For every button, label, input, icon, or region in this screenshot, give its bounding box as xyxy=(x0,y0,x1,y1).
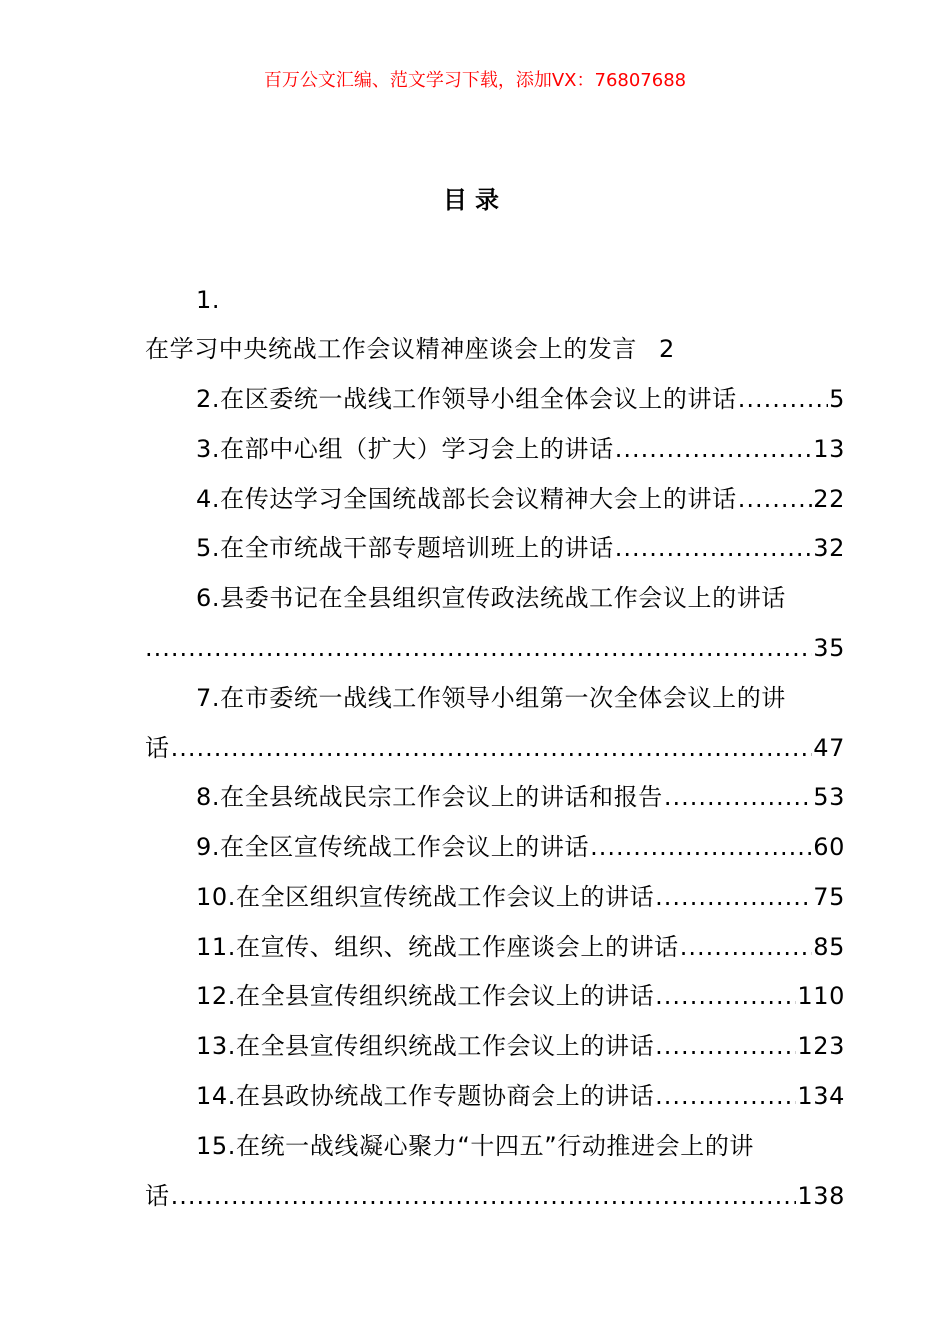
dot-leader xyxy=(664,777,812,817)
toc-item-title: 13.在全县宣传组织统战工作会议上的讲话 xyxy=(196,1032,655,1060)
toc-item-page: 22 xyxy=(813,485,845,513)
toc-item-title: 5.在全市统战干部专题培训班上的讲话 xyxy=(196,534,614,562)
toc-item-page: 123 xyxy=(797,1032,845,1060)
dot-leader xyxy=(615,429,813,469)
dot-leader xyxy=(655,1026,796,1066)
dot-leader xyxy=(738,379,828,419)
watermark-header: 百万公文汇编、范文学习下载，添加VX：76807688 xyxy=(263,70,687,91)
toc-item-6[interactable]: 6.县委书记在全县组织宣传政法统战工作会议上的讲话 xyxy=(196,584,786,612)
toc-item-page: 138 xyxy=(797,1182,845,1210)
toc-item-page: 53 xyxy=(813,783,845,811)
dot-leader xyxy=(655,976,796,1016)
toc-item-15-leader-line[interactable] xyxy=(145,1176,845,1216)
toc-item-title: 4.在传达学习全国统战部长会议精神大会上的讲话 xyxy=(196,485,737,513)
toc-item-page: 85 xyxy=(813,933,845,961)
toc-item-12[interactable] xyxy=(145,976,845,1016)
dot-leader xyxy=(655,877,812,917)
dot-leader xyxy=(171,1176,797,1216)
toc-item-page: 5 xyxy=(829,385,845,413)
dot-leader xyxy=(655,1076,796,1116)
toc-item-page: 60 xyxy=(813,833,845,861)
toc-item-4[interactable] xyxy=(145,479,845,519)
toc-item-8[interactable] xyxy=(145,777,845,817)
toc-item-14[interactable] xyxy=(145,1076,845,1116)
toc-item-10[interactable] xyxy=(145,877,845,917)
toc-item-7-leader-line[interactable] xyxy=(145,728,845,768)
toc-item-page: 32 xyxy=(813,534,845,562)
toc-item-11[interactable] xyxy=(145,927,845,967)
toc-item-6-leader-line[interactable] xyxy=(145,628,845,668)
toc-item-title: 8.在全县统战民宗工作会议上的讲话和报告 xyxy=(196,783,663,811)
toc-item-title: 9.在全区宣传统战工作会议上的讲话 xyxy=(196,833,590,861)
toc-item-title: 10.在全区组织宣传统战工作会议上的讲话 xyxy=(196,883,655,911)
toc-item-page: 47 xyxy=(813,734,845,762)
toc-item-title: 11.在宣传、组织、统战工作座谈会上的讲话 xyxy=(196,933,679,961)
toc-item-title: 14.在县政协统战工作专题协商会上的讲话 xyxy=(196,1082,655,1110)
dot-leader xyxy=(680,927,812,967)
dot-leader xyxy=(590,827,812,867)
toc-item-page: 35 xyxy=(813,634,845,662)
toc-item-title: 在学习中央统战工作会议精神座谈会上的发言 xyxy=(145,335,637,363)
dot-leader xyxy=(615,528,813,568)
dot-leader xyxy=(171,728,813,768)
toc-item-5[interactable] xyxy=(145,528,845,568)
toc-item-page: 75 xyxy=(813,883,845,911)
toc-item-2[interactable] xyxy=(145,379,845,419)
toc-item-3[interactable] xyxy=(145,429,845,469)
toc-item-page: 110 xyxy=(797,982,845,1010)
toc-item-page: 2 xyxy=(659,335,675,363)
toc-item-1-number: 1. xyxy=(196,286,221,314)
toc-item-1[interactable] xyxy=(145,329,845,369)
toc-item-15[interactable]: 15.在统一战线凝心聚力“十四五”行动推进会上的讲 xyxy=(196,1132,755,1160)
toc-item-page: 13 xyxy=(813,435,845,463)
toc-item-title-cont: 话 xyxy=(145,734,170,762)
toc-item-title-cont: 话 xyxy=(145,1182,170,1210)
page-title: 目录 xyxy=(443,186,507,214)
toc-item-page: 134 xyxy=(797,1082,845,1110)
dot-leader xyxy=(738,479,813,519)
dot-leader xyxy=(145,628,812,668)
toc-item-7[interactable]: 7.在市委统一战线工作领导小组第一次全体会议上的讲 xyxy=(196,684,786,712)
toc-item-title: 2.在区委统一战线工作领导小组全体会议上的讲话 xyxy=(196,385,737,413)
toc-item-title: 3.在部中心组（扩大）学习会上的讲话 xyxy=(196,435,614,463)
toc-item-9[interactable] xyxy=(145,827,845,867)
toc-item-13[interactable] xyxy=(145,1026,845,1066)
toc-item-title: 12.在全县宣传组织统战工作会议上的讲话 xyxy=(196,982,655,1010)
